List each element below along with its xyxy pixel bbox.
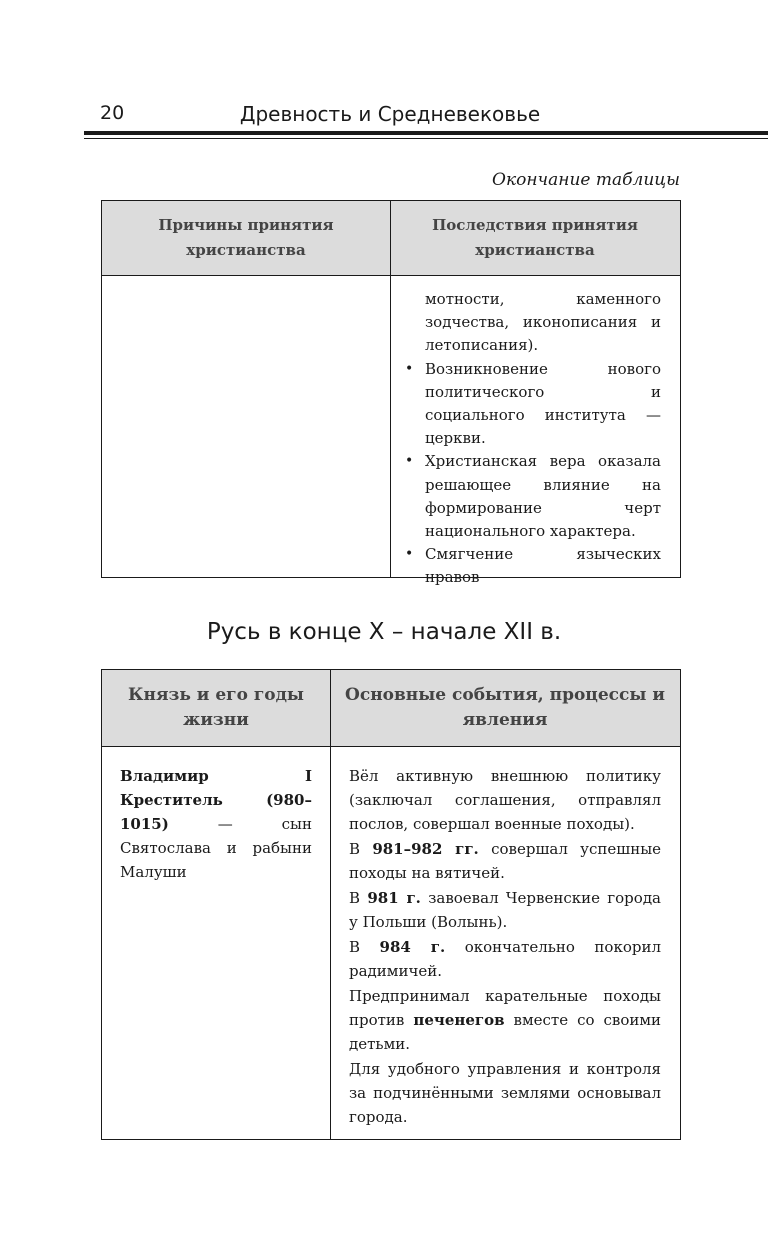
event-paragraph <box>349 886 661 934</box>
event-paragraph <box>349 935 661 983</box>
princes-table <box>101 669 681 1140</box>
list-item-text: Христианская вера оказала решающее влияние на формирование черт национального характера. <box>425 452 661 541</box>
bullet-icon: • <box>405 360 414 377</box>
table-continuation-caption: Окончание таблицы <box>492 170 680 190</box>
event-text: Предпринимал карательные походы против <box>349 987 661 1029</box>
event-text: В <box>349 889 368 907</box>
event-text: Вёл активную внешнюю политику (заключал соглашения, отправлял послов, совершал военные походы). <box>349 767 661 833</box>
event-emphasis: 984 г. <box>379 938 446 956</box>
header-rule-thick <box>84 131 768 135</box>
event-text: завоевал Червенские города у Польши (Волынь). <box>349 889 661 931</box>
christianity-table <box>101 200 681 587</box>
header-prince: Князь и его годы жизни <box>128 685 304 730</box>
list-item-text: Возникновение нового политического и социального института — церкви. <box>425 359 661 448</box>
event-text: Для удобного управления и контроля за подчинёнными землями основывал города. <box>349 1060 661 1126</box>
list-item <box>403 358 661 451</box>
event-text: совершал успешные походы на вятичей. <box>349 840 662 882</box>
bullet-icon: • <box>405 453 414 470</box>
header-consequences: Последствия принятия христианства <box>390 201 679 275</box>
header-causes: Причины принятия христианства <box>158 216 334 259</box>
prince-cell <box>102 747 330 1139</box>
event-paragraph <box>349 837 661 885</box>
event-paragraph <box>349 1057 661 1129</box>
event-paragraph <box>349 764 661 836</box>
event-paragraph <box>349 984 661 1056</box>
event-text: вместе со своими детьми. <box>349 1011 662 1053</box>
table-header-row <box>102 201 680 276</box>
table-body-row <box>102 276 680 587</box>
table-header-row <box>102 670 680 747</box>
section-title: Русь в конце X – начале XII в. <box>206 619 562 645</box>
prince-description: — сын Святослава и рабыни Малуши <box>120 815 312 881</box>
consequences-cell <box>390 276 679 587</box>
list-item-text: Смягчение языческих нравов <box>425 545 661 587</box>
page-header <box>100 98 680 130</box>
events-cell <box>330 747 679 1139</box>
list-item <box>403 543 661 589</box>
table-body-row <box>102 747 680 1139</box>
event-text: В <box>349 840 373 858</box>
event-text: окончательно покорил радимичей. <box>349 938 661 980</box>
running-title: Древность и Средневековье <box>239 102 541 126</box>
event-emphasis: 981 г. <box>367 889 421 907</box>
page-number: 20 <box>100 102 125 124</box>
causes-cell <box>102 276 390 577</box>
event-text: В <box>349 938 380 956</box>
header-rule-thin <box>84 138 768 139</box>
event-emphasis: 981–982 гг. <box>372 840 479 858</box>
prince-name: Владимир I Креститель (980–1015) <box>120 767 312 833</box>
list-item-continuation: мотности, каменного зодчества, иконописания и летописания). <box>425 290 661 355</box>
list-item <box>403 450 661 543</box>
event-emphasis: печенегов <box>413 1011 505 1029</box>
consequences-list <box>403 288 661 590</box>
bullet-icon: • <box>405 546 414 563</box>
header-events: Основные события, процессы и явления <box>330 670 679 746</box>
